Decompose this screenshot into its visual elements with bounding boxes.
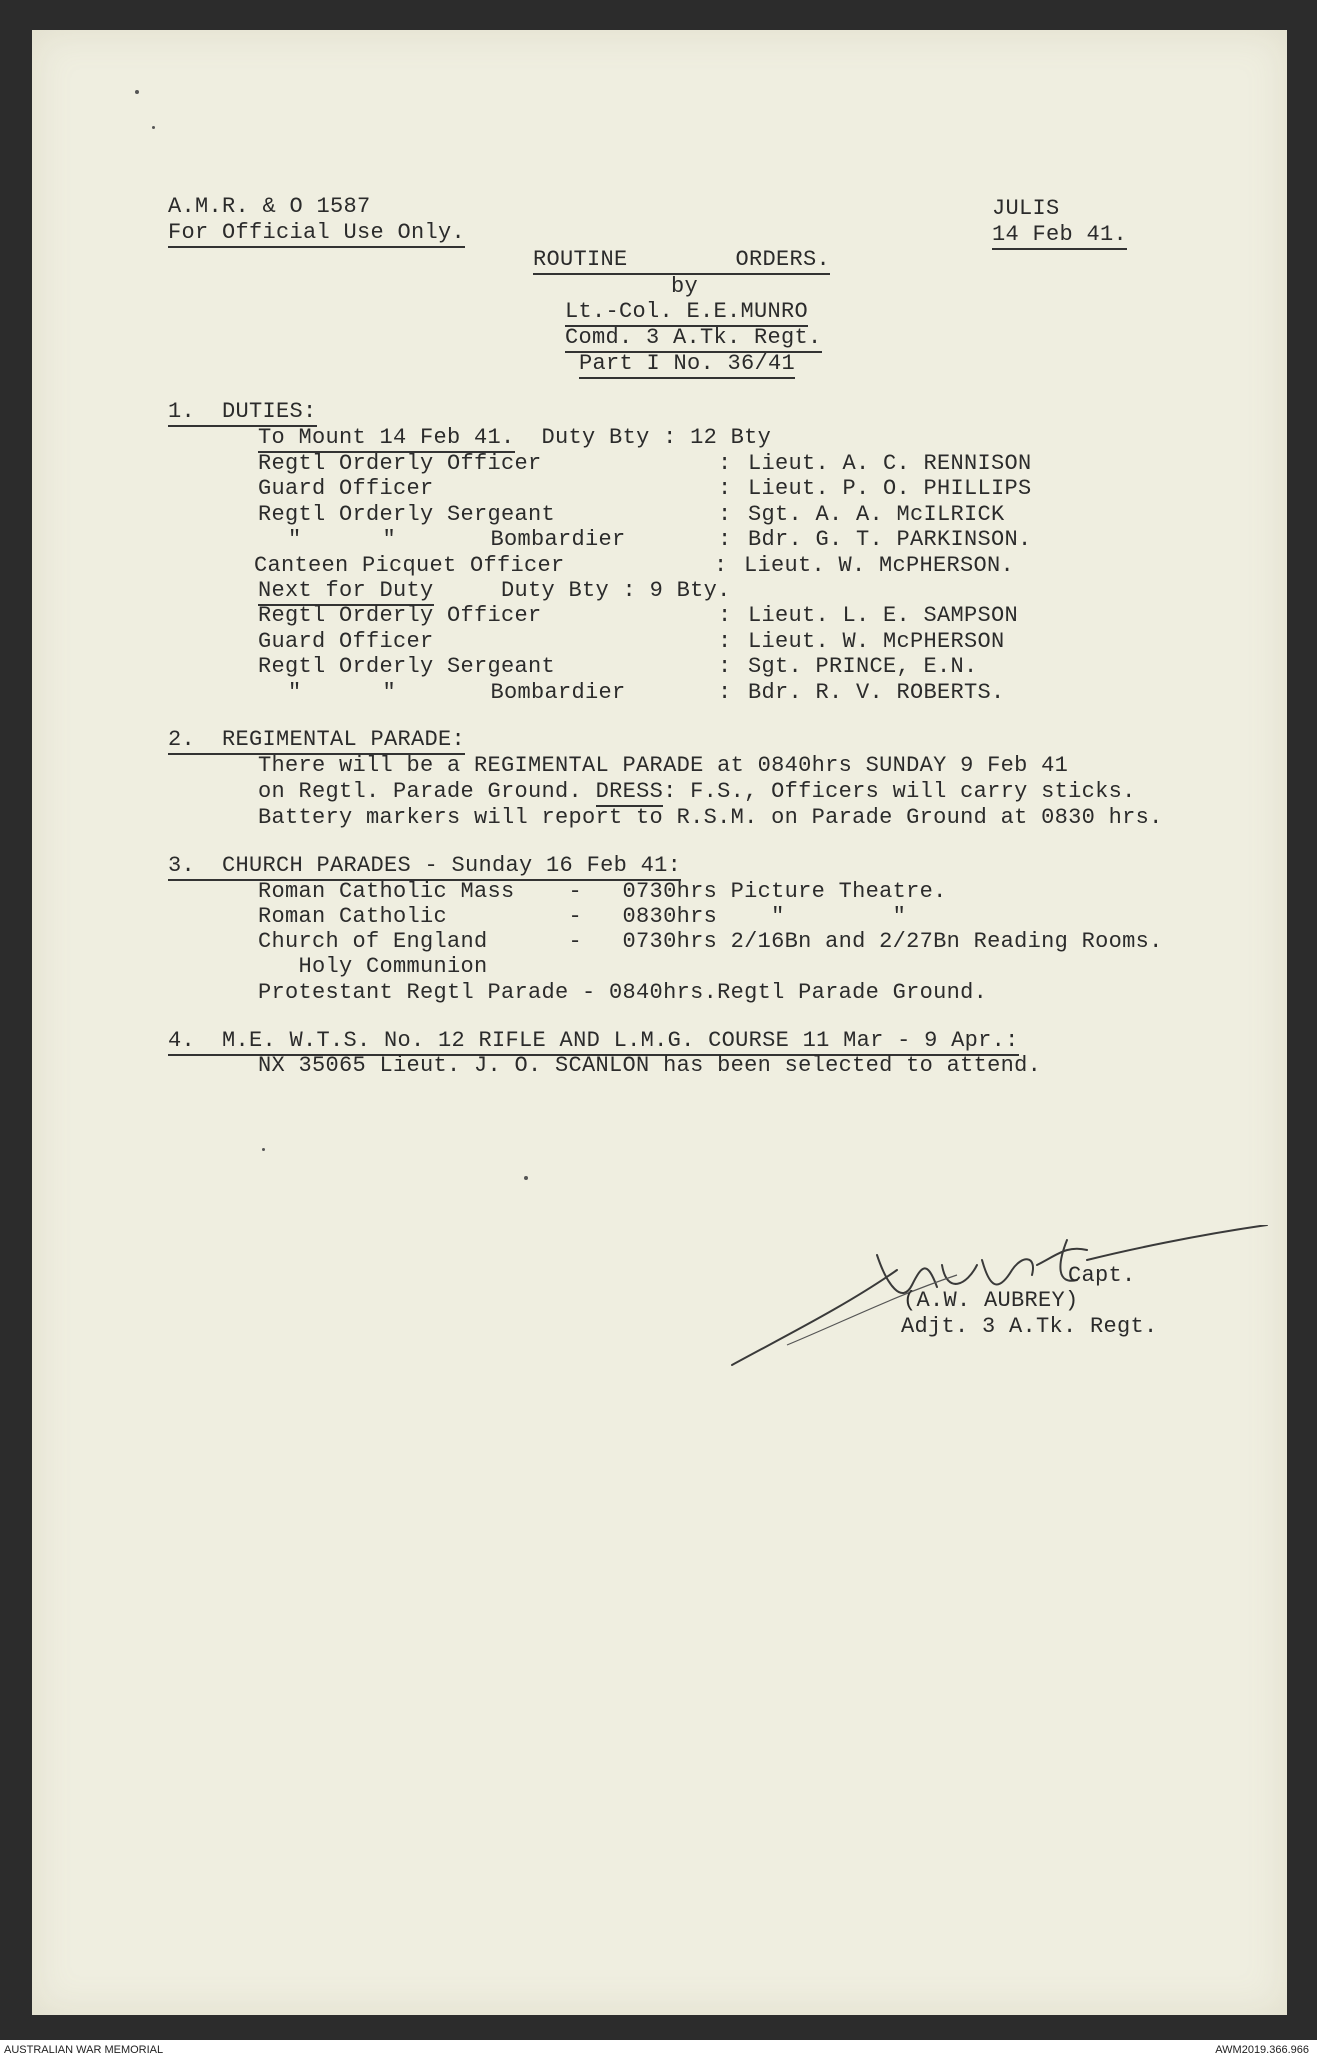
church-parade-line: Roman Catholic - 0830hrs " " [258,904,907,929]
duty-colon: : [718,527,732,552]
restriction-label: For Official Use Only. [168,221,465,248]
part-number: Part I No. 36/41 [579,352,795,379]
duty-role: Canteen Picquet Officer [254,553,565,578]
paper-speck [262,1148,265,1151]
duty-name: Lieut. W. McPHERSON [748,629,1005,654]
signatory-appointment: Adjt. 3 A.Tk. Regt. [901,1314,1158,1339]
document-title: ROUTINE ORDERS. [533,248,830,275]
duty-header-next [258,579,731,603]
duty-colon: : [718,476,732,501]
duty-colon: : [718,502,732,527]
title-by: by [671,274,699,299]
place-name: JULIS [992,196,1060,221]
duty-role: Guard Officer [258,629,434,654]
section-3-heading: 3. CHURCH PARADES - Sunday 16 Feb 41: [168,854,681,881]
church-parade-line: Holy Communion [258,954,488,979]
church-parade-line: Church of England - 0730hrs 2/16Bn and 2/27Bn Reading Rooms. [258,929,1163,954]
archive-footer [0,2040,1317,2061]
dress-text: : F.S., Officers will carry sticks. [663,779,1136,804]
paper-speck [152,126,155,129]
duty-name: Lieut. W. McPHERSON. [744,553,1015,578]
section-4-heading: 4. M.E. W.T.S. No. 12 RIFLE AND L.M.G. COURSE 11 Mar - 9 Apr.: [168,1029,1019,1056]
to-mount-battery: Duty Bty : 12 Bty [514,425,772,450]
duty-role: Regtl Orderly Sergeant [258,654,556,679]
signatory-rank: Capt. [1068,1263,1136,1288]
duty-colon: : [718,680,732,705]
to-mount-label: To Mount 14 Feb 41. [258,425,515,453]
duty-role: Regtl Orderly Officer [258,603,542,628]
duty-colon: : [714,553,728,578]
parade-text-line: Battery markers will report to R.S.M. on Parade Ground at 0830 hrs. [258,805,1163,830]
issuing-officer: Lt.-Col. E.E.MUNRO [565,300,808,327]
document-date: 14 Feb 41. [992,223,1127,250]
document-reference: A.M.R. & O 1587 [168,194,371,219]
course-selection-line: NX 35065 Lieut. J. O. SCANLON has been selected to attend. [258,1053,1042,1078]
duty-name: Sgt. A. A. McILRICK [748,502,1005,527]
signatory-name: (A.W. AUBREY) [903,1288,1079,1313]
paper-speck [135,90,139,94]
church-parade-line: Protestant Regtl Parade - 0840hrs.Regtl Parade Ground. [258,980,988,1005]
duty-name: Sgt. PRINCE, E.N. [748,654,978,679]
duty-header-to-mount [258,426,771,450]
duty-name: Lieut. A. C. RENNISON [748,451,1032,476]
next-battery: Duty Bty : 9 Bty. [433,578,731,603]
duty-role: " " Bombardier [288,680,626,705]
issuing-command: Comd. 3 A.Tk. Regt. [565,326,822,353]
parade-text-line [258,780,1136,804]
duty-colon: : [718,451,732,476]
dress-label: DRESS [596,779,664,807]
paper-speck [524,1176,528,1180]
duty-role: Guard Officer [258,476,434,501]
duty-colon: : [718,603,732,628]
duty-role: " " Bombardier [288,527,626,552]
section-2-heading: 2. REGIMENTAL PARADE: [168,728,465,755]
parade-location: on Regtl. Parade Ground. [258,779,596,804]
archive-name: AUSTRALIAN WAR MEMORIAL [4,2044,164,2056]
archive-id: AWM2019.366.966 [1215,2044,1309,2056]
duty-name: Lieut. L. E. SAMPSON [748,603,1019,628]
duty-role: Regtl Orderly Sergeant [258,502,556,527]
parade-text-line: There will be a REGIMENTAL PARADE at 0840hrs SUNDAY 9 Feb 41 [258,753,1069,778]
duty-colon: : [718,654,732,679]
duty-name: Lieut. P. O. PHILLIPS [748,476,1032,501]
duty-name: Bdr. R. V. ROBERTS. [748,680,1005,705]
document-page [32,30,1287,2015]
duty-role: Regtl Orderly Officer [258,451,542,476]
next-for-duty-label: Next for Duty [258,578,434,606]
duty-colon: : [718,629,732,654]
section-1-heading: 1. DUTIES: [168,400,317,427]
duty-name: Bdr. G. T. PARKINSON. [748,527,1032,552]
church-parade-line: Roman Catholic Mass - 0730hrs Picture Theatre. [258,879,947,904]
